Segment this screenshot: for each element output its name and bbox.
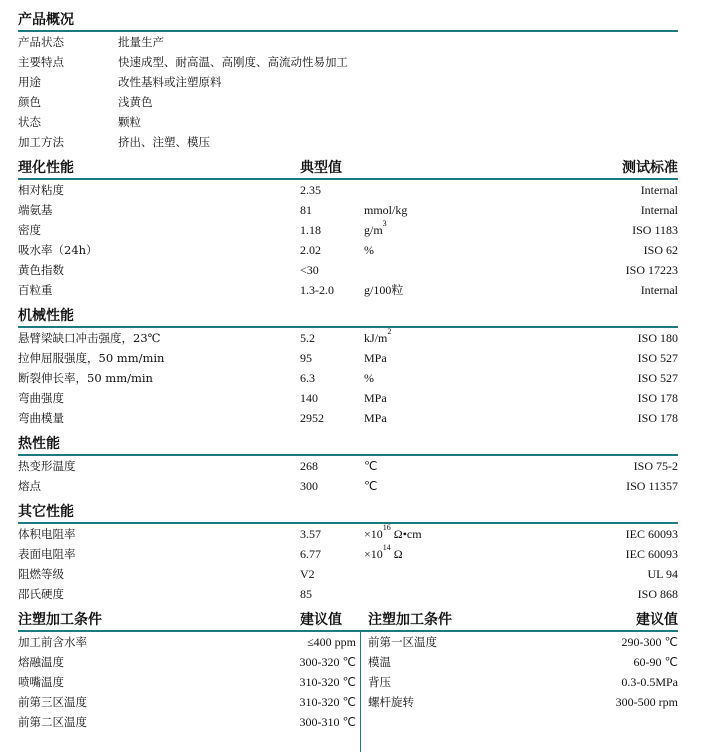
processing-right-column: [368, 632, 678, 712]
processing-value: 60-90 ℃: [633, 655, 678, 669]
physical-row: [18, 220, 678, 240]
processing-label: 熔融温度: [18, 655, 64, 669]
test-standard: IEC 60093: [625, 547, 678, 561]
mechanical-heading: 机械性能: [18, 308, 74, 324]
other-row: [18, 584, 678, 604]
property-unit: [364, 544, 403, 564]
processing-value: 310-320 ℃: [299, 695, 356, 709]
overview-value: 快速成型、耐高温、高刚度、高流动性易加工: [118, 55, 348, 69]
processing-row: [368, 672, 678, 692]
property-name: 吸水率（24h）: [18, 243, 98, 257]
property-value: 1.18: [300, 223, 321, 237]
unit-text: mmol/kg: [364, 203, 408, 217]
datasheet: [18, 0, 678, 752]
processing-label: 前第三区温度: [18, 695, 87, 709]
processing-right-value-header: 建议值: [636, 612, 678, 628]
processing-value: 310-320 ℃: [299, 675, 356, 689]
processing-row: [18, 712, 356, 732]
processing-heading: [18, 610, 678, 630]
thermal-table: [18, 456, 678, 496]
processing-label: 螺杆旋转: [368, 695, 414, 709]
unit-text: ℃: [364, 479, 378, 493]
property-value: 2952: [300, 411, 324, 425]
physical-row: [18, 280, 678, 300]
property-value: 2.02: [300, 243, 321, 257]
property-value: V2: [300, 567, 315, 581]
property-unit: [364, 240, 374, 260]
processing-left-title: 注塑加工条件: [18, 612, 102, 628]
property-name: 表面电阻率: [18, 547, 76, 561]
unit-text: kJ/m: [364, 331, 388, 345]
overview-label: 产品状态: [18, 35, 64, 49]
processing-row: [18, 632, 356, 652]
property-value: 6.77: [300, 547, 321, 561]
processing-label: 前第一区温度: [368, 635, 437, 649]
processing-row: [368, 632, 678, 652]
property-value: 2.35: [300, 183, 321, 197]
unit-text: %: [364, 243, 374, 257]
processing-label: 前第二区温度: [18, 715, 87, 729]
overview-value: 挤出、注塑、模压: [118, 135, 210, 149]
overview-list: [18, 32, 678, 152]
property-name: 阻燃等级: [18, 567, 64, 581]
mechanical-row: [18, 328, 678, 348]
property-unit: [364, 280, 403, 300]
overview-value: 浅黄色: [118, 95, 153, 109]
unit-text: ℃: [364, 459, 378, 473]
property-value: 81: [300, 203, 312, 217]
property-name: 密度: [18, 223, 41, 237]
test-standard: ISO 527: [637, 351, 678, 365]
physical-row: [18, 180, 678, 200]
other-heading: 其它性能: [18, 504, 74, 520]
processing-label: 加工前含水率: [18, 635, 87, 649]
property-name: 黄色指数: [18, 263, 64, 277]
property-name: 弯曲强度: [18, 391, 64, 405]
test-standard: ISO 180: [637, 331, 678, 345]
overview-label: 主要特点: [18, 55, 64, 69]
processing-value: 300-320 ℃: [299, 655, 356, 669]
property-unit: [364, 220, 387, 240]
test-standard: UL 94: [647, 567, 678, 581]
unit-exponent: 2: [387, 327, 392, 336]
mechanical-row: [18, 368, 678, 388]
unit-prefix: ×10: [364, 547, 383, 561]
processing-row: [368, 692, 678, 712]
thermal-heading: 热性能: [18, 436, 60, 452]
unit-text: MPa: [364, 391, 387, 405]
property-name: 熔点: [18, 479, 41, 493]
test-standard: ISO 11357: [626, 479, 678, 493]
property-name: 断裂伸长率，50 mm/min: [18, 371, 153, 385]
unit-text: g/m: [364, 223, 383, 237]
mechanical-table: [18, 328, 678, 428]
overview-row: [18, 112, 678, 132]
overview-label: 状态: [18, 115, 41, 129]
test-standard: IEC 60093: [625, 527, 678, 541]
physical-heading: [18, 158, 678, 178]
test-standard-header: 测试标准: [622, 160, 678, 176]
unit-exponent: 16: [382, 523, 391, 532]
property-name: 百粒重: [18, 283, 53, 297]
property-value: 6.3: [300, 371, 315, 385]
property-unit: [364, 456, 377, 476]
overview-row: [18, 132, 678, 152]
property-value: 268: [300, 459, 318, 473]
property-name: 相对粘度: [18, 183, 64, 197]
overview-row: [18, 52, 678, 72]
property-name: 邵氏硬度: [18, 587, 64, 601]
property-name: 体积电阻率: [18, 527, 76, 541]
processing-table: [18, 632, 678, 752]
physical-title: 理化性能: [18, 160, 74, 176]
processing-row: [18, 692, 356, 712]
overview-value: 改性基料或注塑原料: [118, 75, 222, 89]
test-standard: ISO 868: [637, 587, 678, 601]
overview-row: [18, 32, 678, 52]
processing-divider: [360, 632, 361, 752]
property-value: <30: [300, 263, 319, 277]
test-standard: Internal: [640, 183, 678, 197]
other-row: [18, 544, 678, 564]
typical-value-header: 典型值: [300, 160, 342, 176]
overview-row: [18, 92, 678, 112]
thermal-row: [18, 456, 678, 476]
processing-value: 300-310 ℃: [299, 715, 356, 729]
property-value: 5.2: [300, 331, 315, 345]
unit-text: %: [364, 371, 374, 385]
unit-suffix: Ω•cm: [390, 527, 422, 541]
test-standard: Internal: [640, 283, 678, 297]
test-standard: ISO 527: [637, 371, 678, 385]
property-name: 悬臂梁缺口冲击强度，23℃: [18, 331, 161, 345]
unit-exponent: 3: [382, 219, 387, 228]
overview-label: 颜色: [18, 95, 41, 109]
property-unit: [364, 328, 391, 348]
other-table: [18, 524, 678, 604]
overview-heading: 产品概况: [18, 12, 74, 28]
processing-left-value-header: 建议值: [300, 612, 342, 628]
property-unit: [364, 408, 387, 428]
property-name: 弯曲模量: [18, 411, 64, 425]
unit-suffix: Ω: [390, 547, 403, 561]
processing-left-column: [18, 632, 356, 732]
physical-row: [18, 260, 678, 280]
mechanical-row: [18, 408, 678, 428]
test-standard: ISO 17223: [625, 263, 678, 277]
property-value: 300: [300, 479, 318, 493]
processing-right-title: 注塑加工条件: [368, 612, 452, 628]
property-unit: [364, 524, 422, 544]
other-row: [18, 524, 678, 544]
physical-table: [18, 180, 678, 300]
processing-value: ≤400 ppm: [307, 635, 356, 649]
property-value: 85: [300, 587, 312, 601]
test-standard: ISO 1183: [632, 223, 678, 237]
processing-row: [18, 672, 356, 692]
processing-value: 300-500 rpm: [615, 695, 678, 709]
unit-text: g/100粒: [364, 283, 404, 297]
processing-value: 0.3-0.5MPa: [621, 675, 678, 689]
property-name: 端氨基: [18, 203, 53, 217]
test-standard: ISO 178: [637, 411, 678, 425]
processing-value: 290-300 ℃: [621, 635, 678, 649]
processing-label: 喷嘴温度: [18, 675, 64, 689]
test-standard: Internal: [640, 203, 678, 217]
physical-row: [18, 200, 678, 220]
unit-exponent: 14: [382, 543, 391, 552]
mechanical-row: [18, 348, 678, 368]
property-unit: [364, 368, 374, 388]
property-value: 1.3-2.0: [300, 283, 334, 297]
overview-label: 加工方法: [18, 135, 64, 149]
overview-value: 批量生产: [118, 35, 164, 49]
physical-row: [18, 240, 678, 260]
test-standard: ISO 178: [637, 391, 678, 405]
mechanical-row: [18, 388, 678, 408]
processing-label: 模温: [368, 655, 391, 669]
property-value: 3.57: [300, 527, 321, 541]
processing-row: [368, 652, 678, 672]
property-value: 95: [300, 351, 312, 365]
property-unit: [364, 348, 387, 368]
processing-label: 背压: [368, 675, 391, 689]
thermal-row: [18, 476, 678, 496]
property-unit: [364, 476, 377, 496]
unit-text: MPa: [364, 351, 387, 365]
processing-row: [18, 652, 356, 672]
overview-label: 用途: [18, 75, 41, 89]
overview-row: [18, 72, 678, 92]
property-unit: [364, 388, 387, 408]
unit-prefix: ×10: [364, 527, 383, 541]
property-name: 拉伸屈服强度，50 mm/min: [18, 351, 165, 365]
test-standard: ISO 62: [643, 243, 678, 257]
unit-text: MPa: [364, 411, 387, 425]
test-standard: ISO 75-2: [633, 459, 678, 473]
overview-value: 颗粒: [118, 115, 141, 129]
property-unit: [364, 200, 407, 220]
property-value: 140: [300, 391, 318, 405]
other-row: [18, 564, 678, 584]
property-name: 热变形温度: [18, 459, 76, 473]
